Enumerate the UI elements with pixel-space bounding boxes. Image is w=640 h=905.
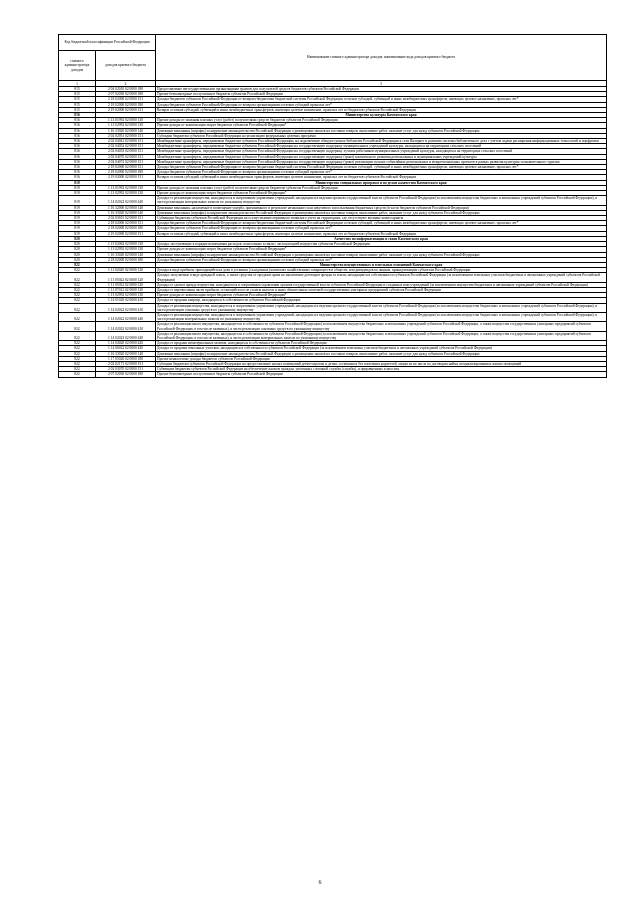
income-code: 2 02 04053 02 0000 151 [96, 149, 156, 154]
income-name: Субвенции бюджетам субъектов Российской Федерации на осуществление первичного воинского учета на территориях, где отсутствуют военные комиссариаты [156, 216, 607, 221]
income-code: 1 13 02992 02 0000 130 [96, 247, 156, 252]
table-row [59, 322, 607, 331]
income-code: 1 14 02023 02 0000 410 [96, 322, 156, 331]
income-code: 1 13 02062 02 0000 130 [96, 242, 156, 247]
income-code: 1 16 32000 02 0000 140 [96, 205, 156, 210]
table-body [59, 87, 607, 378]
header-code-group: Код бюджетной классификации Российской Федерации [59, 35, 156, 51]
admin-code: 815 [59, 92, 96, 97]
income-code: 2 02 02171 02 0000 151 [96, 361, 156, 366]
table-row [59, 303, 607, 312]
income-code: 1 14 04020 02 0000 420 [96, 341, 156, 346]
header-num-3: 3 [156, 81, 607, 87]
income-code: 2 19 02000 02 0000 151 [96, 107, 156, 112]
income-name: Доходы от реализации имущества, находящегося в оперативном управлении учреждений, находящихся в ведении органов государственной власти субъектов Российской Федерации (за исключением имущества бюджетных и автономных учреждений субъектов Российской Федерации), в части реализации основных средств по указанному имуществу [156, 303, 607, 312]
admin-code: 822 [59, 303, 96, 312]
income-name: Возврат остатков субсидий, субвенций и иных межбюджетных трансфертов, имеющих целевое назначение, прошлых лет из бюджетов субъектов Российской Федерации [156, 107, 607, 112]
income-code: 2 02 03015 02 0000 151 [96, 216, 156, 221]
admin-code: 815 [59, 87, 96, 92]
header-num-1: 1 [59, 81, 96, 87]
income-name: Предоставление негосударственными организациями грантов для получателей средств бюджетов субъектов Российской Федерации [156, 87, 607, 92]
income-name: Доходы от перечисления части прибыли, остающейся после уплаты налогов и иных обязательных платежей государственных унитарных предприятий субъектов Российской Федерации [156, 287, 607, 292]
admin-code: 816 [59, 139, 96, 144]
income-name: Доходы, получаемые в виде арендной платы, а также средства от продажи права на заключение договоров аренды за земли, находящиеся в собственности субъектов Российской Федерации (за исключением земельных участков бюджетных и автономных учреждений субъектов Российской Федерации) [156, 273, 607, 282]
income-name: Министерство культуры Камчатского края [156, 113, 607, 118]
table-row [59, 282, 607, 287]
income-name: Денежные взыскания (штрафы) за нарушение законодательства Российской Федерации о размещении заказов на поставки товаров, выполнение работ, оказание услуг для нужд субъектов Российской Федерации [156, 351, 607, 356]
admin-code: 819 [59, 185, 96, 190]
income-code: 1 16 33020 02 0000 140 [96, 351, 156, 356]
admin-code: 819 [59, 231, 96, 236]
income-name: Денежные взыскания (штрафы) за нарушение законодательства Российской Федерации о размещении заказов на поставки товаров, выполнение работ, оказание услуг для нужд субъектов Российской Федерации [156, 128, 607, 133]
admin-code: 822 [59, 341, 96, 346]
income-name: Агентство по информатизации и связи Камчатского края [156, 236, 607, 241]
admin-code: 816 [59, 165, 96, 170]
table-row [59, 139, 607, 144]
income-code: 1 13 01992 02 0000 130 [96, 118, 156, 123]
income-code: 2 18 02000 02 0000 151 [96, 97, 156, 102]
income-code: 1 11 02020 02 0000 120 [96, 268, 156, 273]
income-code: 1 14 02022 02 0000 410 [96, 303, 156, 312]
income-name: Министерство специальных программ и по делам казачества Камчатского края [156, 180, 607, 185]
income-name: Прочие безвозмездные поступления в бюджеты субъектов Российской Федерации [156, 92, 607, 97]
admin-code: 816 [59, 154, 96, 159]
income-code: 2 18 02000 02 0000 180 [96, 170, 156, 175]
income-name: Прочие доходы от компенсации затрат бюджетов субъектов Российской Федерации* [156, 123, 607, 128]
income-code: 1 17 05020 02 0000 180 [96, 356, 156, 361]
header-income: доходов краевого бюджета [96, 51, 156, 81]
admin-code: 816 [59, 118, 96, 123]
income-code: 1 14 02023 02 0000 440 [96, 331, 156, 340]
income-name: Доходы от реализации имущества, находящегося в оперативном управлении учреждений, находящихся в ведении органов государственной власти субъектов Российской Федерации (за исключением имущества бюджетных и автономных учреждений субъектов Российской Федерации), в части реализации материальных запасов по указанному имуществу [156, 312, 607, 321]
admin-code: 816 [59, 175, 96, 180]
income-code: 2 02 03070 02 0000 151 [96, 367, 156, 372]
admin-code: 816 [59, 113, 96, 118]
income-code: 2 04 02010 02 0000 180 [96, 87, 156, 92]
income-code: 1 11 07012 02 0000 120 [96, 287, 156, 292]
income-code: 2 02 04072 02 0000 151 [96, 159, 156, 164]
admin-code: 822 [59, 367, 96, 372]
income-code: 1 14 06022 02 0000 430 [96, 346, 156, 351]
admin-code: 819 [59, 226, 96, 231]
income-name: Денежные взыскания (штрафы) за нарушение законодательства Российской Федерации о размещении заказов на поставки товаров, выполнение работ, оказание услуг для нужд субъектов Российской Федерации [156, 210, 607, 215]
income-name: Доходы от реализации иного имущества, находящегося в собственности субъектов Российской Федерации (за исключением имущества бюджетных и автономных учреждений субъектов Российской Федерации, а также имущества государственных унитарных предприятий субъектов Российской Федерации, в том числе казенных), в части реализации основных средств по указанному имуществу [156, 322, 607, 331]
admin-code: 815 [59, 97, 96, 102]
admin-code: 815 [59, 107, 96, 112]
admin-code: 816 [59, 149, 96, 154]
admin-code: 819 [59, 191, 96, 196]
page-number: 6 [318, 880, 322, 886]
income-code: 2 18 02000 02 0000 180 [96, 226, 156, 231]
income-name: Доходы бюджетов субъектов Российской Федерации от возврата организациями остатков субсидий прошлых лет* [156, 226, 607, 231]
income-name: Доходы от сдачи в аренду имущества, находящегося в оперативном управлении органов государственной власти субъектов Российской Федерации и созданных ими учреждений (за исключением имущества бюджетных и автономных учреждений субъектов Российской Федерации) [156, 282, 607, 287]
admin-code: 822 [59, 312, 96, 321]
table-row [59, 273, 607, 282]
income-code: 1 11 05032 02 0000 120 [96, 282, 156, 287]
income-code: 1 16 33020 02 0000 140 [96, 128, 156, 133]
admin-code: 822 [59, 361, 96, 366]
income-name: Доходы бюджетов субъектов Российской Федерации от возврата бюджетами бюджетной системы Российской Федерации остатков субсидий, субвенций и иных межбюджетных трансфертов, имеющих целевое назначение, прошлых лет* [156, 165, 607, 170]
table-row [59, 159, 607, 164]
admin-code: 820 [59, 236, 96, 241]
admin-code: 819 [59, 196, 96, 205]
income-code: 2 18 02000 02 0000 151 [96, 165, 156, 170]
income-code: 1 13 02992 02 0000 130 [96, 293, 156, 298]
income-code: 1 16 33020 02 0000 140 [96, 252, 156, 257]
admin-code: 822 [59, 287, 96, 292]
income-name: Межбюджетные трансферты, передаваемые бюджетам субъектов Российской Федерации на государственную поддержку лучших работников муниципальных учреждений культуры, находящихся на территориях сельских поселений [156, 149, 607, 154]
admin-code: 820 [59, 252, 96, 257]
income-name: Прочие доходы от оказания платных услуг (работ) получателями средств бюджетов субъектов Российской Федерации [156, 118, 607, 123]
admin-code: 822 [59, 346, 96, 351]
income-name: Субвенции бюджетам субъектов Российской Федерации на обеспечение жильем граждан, уволенных с военной службы (службы), и приравненных к ним лиц [156, 367, 607, 372]
admin-code: 822 [59, 268, 96, 273]
income-name: Доходы, поступающие в порядке возмещения расходов, понесенных в связи с эксплуатацией имущества субъектов Российской Федерации [156, 242, 607, 247]
income-name: Прочие доходы от компенсации затрат бюджетов субъектов Российской Федерации* [156, 293, 607, 298]
admin-code: 815 [59, 102, 96, 107]
income-code: 2 02 02051 02 0000 151 [96, 133, 156, 138]
admin-code: 822 [59, 322, 96, 331]
admin-code: 822 [59, 372, 96, 377]
income-name: Субсидии бюджетам субъектов Российской Федерации на реализацию федеральных целевых программ [156, 133, 607, 138]
income-name: Доходы от продажи земельных участков, находящихся в собственности субъектов Российской Федерации (за исключением земельных участков бюджетных и автономных учреждений субъектов Российской Федерации) [156, 346, 607, 351]
admin-code: 819 [59, 221, 96, 226]
income-name: Межбюджетные трансферты, передаваемые бюджетам субъектов Российской Федерации на государственную поддержку (грант) комплексного развития региональных и муниципальных учреждений культуры [156, 154, 607, 159]
admin-code: 822 [59, 351, 96, 356]
income-name: Министерство имущественных и земельных отношений Камчатского края [156, 262, 607, 267]
admin-code: 820 [59, 247, 96, 252]
table-row [59, 331, 607, 340]
admin-code: 820 [59, 257, 96, 262]
income-name: Доходы от реализации иного имущества, находящегося в собственности субъектов Российской Федерации (за исключением имущества бюджетных и автономных учреждений субъектов Российской Федерации, а также имущества государственных унитарных предприятий субъектов Российской Федерации, в том числе казенных), в части реализации материальных запасов по указанному имуществу [156, 331, 607, 340]
income-code: 2 02 04052 02 0000 151 [96, 144, 156, 149]
income-name: Возврат остатков субсидий, субвенций и иных межбюджетных трансфертов, имеющих целевое назначение, прошлых лет из бюджетов субъектов Российской Федерации [156, 231, 607, 236]
admin-code: 816 [59, 144, 96, 149]
admin-code: 822 [59, 298, 96, 303]
income-name: Межбюджетные трансферты, передаваемые бюджетам субъектов Российской Федерации на государственную поддержку (грант) реализации лучших событийных региональных и межрегиональных проектов в рамках развития культурно-познавательного туризма [156, 159, 607, 164]
admin-code: 819 [59, 216, 96, 221]
income-name: Возврат остатков субсидий, субвенций и иных межбюджетных трансфертов, имеющих целевое назначение, прошлых лет из бюджетов субъектов Российской Федерации [156, 175, 607, 180]
income-name: Денежные взыскания (штрафы) за нарушение законодательства Российской Федерации о размещении заказов на поставки товаров, выполнение работ, оказание услуг для нужд субъектов Российской Федерации [156, 252, 607, 257]
income-code: 2 18 02000 02 0000 180 [96, 102, 156, 107]
income-name: Межбюджетные трансферты, передаваемые бюджетам субъектов Российской Федерации, на подключение общедоступных библиотек Российской Федерации к сети Интернет и развитие системы библиотечного дела с учетом задачи расширения информационных технологий и оцифровки [156, 139, 607, 144]
admin-code: 816 [59, 159, 96, 164]
income-name: Прочие доходы от компенсации затрат бюджетов субъектов Российской Федерации* [156, 247, 607, 252]
income-code: 1 13 02992 02 0000 130 [96, 123, 156, 128]
header-admin: главного администратора доходов [59, 51, 96, 81]
admin-code: 819 [59, 205, 96, 210]
income-code: 2 19 02000 02 0000 151 [96, 175, 156, 180]
income-name: Субсидии бюджетам субъектов Российской Федерации на предоставление жилых помещений детям-сиротам и детям, оставшимся без попечения родителей, лицам из их числа по договорам найма специализированных жилых помещений [156, 361, 607, 366]
income-name: Прочие безвозмездные поступления в бюджеты субъектов Российской Федерации [156, 372, 607, 377]
income-code: 1 11 05022 02 0000 120 [96, 273, 156, 282]
table-header [59, 35, 607, 87]
income-name: Доходы бюджетов субъектов Российской Федерации от возврата организациями остатков субсидий прошлых лет* [156, 257, 607, 262]
income-name: Межбюджетные трансферты, передаваемые бюджетам субъектов Российской Федерации на государственную поддержку муниципальных учреждений культуры, находящихся на территориях сельских поселений [156, 144, 607, 149]
admin-code: 819 [59, 210, 96, 215]
income-code: 1 13 01992 02 0000 130 [96, 185, 156, 190]
admin-code: 822 [59, 273, 96, 282]
income-name: Прочие неналоговые доходы бюджетов субъектов Российской Федерации [156, 356, 607, 361]
income-code: 2 02 04041 02 0000 151 [96, 139, 156, 144]
income-name: Доходы от реализации имущества, находящегося в оперативном управлении учреждений, находящихся в ведении органов государственной власти субъектов Российской Федерации (за исключением имущества бюджетных и автономных учреждений субъектов Российской Федерации), в части реализации материальных запасов по указанному имуществу [156, 196, 607, 205]
admin-code: 819 [59, 180, 96, 185]
income-code: 2 07 02030 02 0000 180 [96, 92, 156, 97]
income-name: Доходы бюджетов субъектов Российской Федерации от возврата организациями остатков субсидий прошлых лет* [156, 170, 607, 175]
table-row [59, 196, 607, 205]
income-code: 2 18 02000 02 0000 151 [96, 221, 156, 226]
admin-code: 816 [59, 123, 96, 128]
admin-code: 822 [59, 282, 96, 287]
header-name: Наименование главного администратора доходов, наименование кода доходов краевого бюджета [156, 35, 607, 81]
income-code: 1 13 02992 02 0000 130 [96, 191, 156, 196]
admin-code: 816 [59, 133, 96, 138]
income-code: 2 02 04070 02 0000 151 [96, 154, 156, 159]
income-name: Доходы в виде прибыли, приходящейся на доли в уставных (складочных) капиталах хозяйственных товариществ и обществ, или дивидендов по акциям, принадлежащим субъектам Российской Федерации [156, 268, 607, 273]
admin-code: 822 [59, 262, 96, 267]
income-name: Прочие доходы от оказания платных услуг (работ) получателями средств бюджетов субъектов Российской Федерации [156, 185, 607, 190]
income-code: 2 18 02000 02 0000 180 [96, 257, 156, 262]
admin-code: 820 [59, 242, 96, 247]
income-name: Доходы бюджетов субъектов Российской Федерации от возврата бюджетами бюджетной системы Российской Федерации остатков субсидий, субвенций и иных межбюджетных трансфертов, имеющих целевое назначение, прошлых лет* [156, 221, 607, 226]
income-code: 1 14 02022 02 0000 440 [96, 196, 156, 205]
income-name: Доходы от продажи нематериальных активов, находящихся в собственности субъектов Российской Федерации [156, 341, 607, 346]
income-name: Доходы от продажи квартир, находящихся в собственности субъектов Российской Федерации [156, 298, 607, 303]
income-name: Доходы бюджетов субъектов Российской Федерации от возврата организациями остатков субсидий прошлых лет* [156, 102, 607, 107]
income-code: 1 14 02022 02 0000 440 [96, 312, 156, 321]
budget-classification-table [58, 34, 607, 378]
admin-code: 816 [59, 128, 96, 133]
income-name: Прочие доходы от компенсации затрат бюджетов субъектов Российской Федерации* [156, 191, 607, 196]
income-code: 2 07 02030 02 0000 180 [96, 372, 156, 377]
admin-code: 822 [59, 356, 96, 361]
income-name: Денежные взыскания, налагаемые в возмещение ущерба, причиненного в результате незаконного или нецелевого использования бюджетных средств (в части бюджетов субъектов Российской Федерации) [156, 205, 607, 210]
income-name: Доходы бюджетов субъектов Российской Федерации от возврата бюджетами бюджетной системы Российской Федерации остатков субсидий, субвенций и иных межбюджетных трансфертов, имеющих целевое назначение, прошлых лет* [156, 97, 607, 102]
table-row [59, 372, 607, 377]
admin-code: 822 [59, 293, 96, 298]
header-num-2: 2 [96, 81, 156, 87]
income-code: 1 16 33020 02 0000 140 [96, 210, 156, 215]
admin-code: 822 [59, 331, 96, 340]
income-code: 2 19 02000 02 0000 151 [96, 231, 156, 236]
income-code: 1 14 01020 02 0000 410 [96, 298, 156, 303]
admin-code: 816 [59, 170, 96, 175]
table-row [59, 312, 607, 321]
